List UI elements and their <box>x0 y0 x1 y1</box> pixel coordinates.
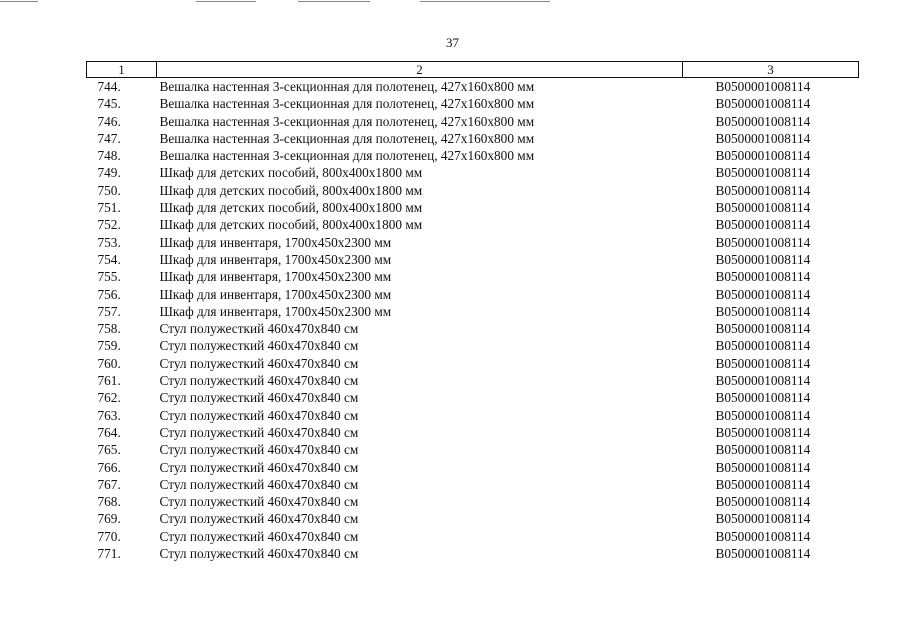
item-code: B0500001008114 <box>715 286 811 302</box>
table-row <box>87 234 859 251</box>
row-number: 744. <box>97 79 121 94</box>
page-number: 37 <box>446 35 459 50</box>
scan-edge-line <box>420 1 550 2</box>
item-name: Шкаф для детских пособий, 800х400х1800 мм <box>159 165 423 181</box>
table-row <box>87 268 859 285</box>
item-name: Вешалка настенная 3-секционная для полотенец, 427х160х800 мм <box>159 79 535 94</box>
row-number: 749. <box>97 165 121 181</box>
scan-edge-line <box>0 1 38 2</box>
item-code: B0500001008114 <box>715 355 811 371</box>
table-row <box>87 476 859 493</box>
item-name: Стул полужесткий 460х470х840 см <box>159 338 359 354</box>
item-code: B0500001008114 <box>715 459 811 475</box>
item-name: Вешалка настенная 3-секционная для полотенец, 427х160х800 мм <box>159 96 535 112</box>
column-header: 2 <box>157 62 683 78</box>
item-name: Шкаф для инвентаря, 1700х450х2300 мм <box>159 251 392 267</box>
table-row <box>87 130 859 147</box>
table-row <box>87 147 859 164</box>
row-number: 768. <box>97 494 121 510</box>
row-number: 769. <box>97 511 121 527</box>
item-code: B0500001008114 <box>715 165 811 181</box>
item-code: B0500001008114 <box>715 511 811 527</box>
item-code: B0500001008114 <box>715 113 811 129</box>
item-code: B0500001008114 <box>715 251 811 267</box>
item-code: B0500001008114 <box>715 476 811 492</box>
row-number: 763. <box>97 407 121 423</box>
table-row <box>87 78 859 96</box>
item-code: B0500001008114 <box>715 130 811 146</box>
row-number: 759. <box>97 338 121 354</box>
item-name: Стул полужесткий 460х470х840 см <box>159 373 359 389</box>
table-row <box>87 182 859 199</box>
row-number: 770. <box>97 528 121 544</box>
item-name: Стул полужесткий 460х470х840 см <box>159 424 359 440</box>
item-name: Шкаф для инвентаря, 1700х450х2300 мм <box>159 269 392 285</box>
table-row <box>87 407 859 424</box>
item-code: B0500001008114 <box>715 79 811 94</box>
table-row <box>87 355 859 372</box>
item-name: Шкаф для детских пособий, 800х400х1800 мм <box>159 217 423 233</box>
item-code: B0500001008114 <box>715 390 811 406</box>
column-header: 3 <box>683 62 859 78</box>
row-number: 745. <box>97 96 121 112</box>
item-code: B0500001008114 <box>715 269 811 285</box>
table-row <box>87 424 859 441</box>
row-number: 764. <box>97 424 121 440</box>
item-name: Стул полужесткий 460х470х840 см <box>159 390 359 406</box>
column-header: 1 <box>87 62 157 78</box>
item-code: B0500001008114 <box>715 494 811 510</box>
item-name: Вешалка настенная 3-секционная для полотенец, 427х160х800 мм <box>159 113 535 129</box>
row-number: 758. <box>97 321 121 337</box>
item-code: B0500001008114 <box>715 234 811 250</box>
item-code: B0500001008114 <box>715 200 811 216</box>
table-row <box>87 510 859 527</box>
item-code: B0500001008114 <box>715 96 811 112</box>
item-name: Стул полужесткий 460х470х840 см <box>159 407 359 423</box>
row-number: 760. <box>97 355 121 371</box>
item-name: Стул полужесткий 460х470х840 см <box>159 528 359 544</box>
item-code: B0500001008114 <box>715 321 811 337</box>
scan-edge-line <box>298 1 370 2</box>
table-row <box>87 389 859 406</box>
item-code: B0500001008114 <box>715 407 811 423</box>
item-name: Шкаф для инвентаря, 1700х450х2300 мм <box>159 303 392 319</box>
row-number: 771. <box>97 546 121 562</box>
row-number: 748. <box>97 148 121 164</box>
item-name: Шкаф для инвентаря, 1700х450х2300 мм <box>159 234 392 250</box>
item-code: B0500001008114 <box>715 424 811 440</box>
item-name: Стул полужесткий 460х470х840 см <box>159 494 359 510</box>
table-row <box>87 199 859 216</box>
row-number: 765. <box>97 442 121 458</box>
item-code: B0500001008114 <box>715 182 811 198</box>
row-number: 766. <box>97 459 121 475</box>
table-row <box>87 459 859 476</box>
item-name: Стул полужесткий 460х470х840 см <box>159 355 359 371</box>
table-row <box>87 337 859 354</box>
table-body <box>87 78 859 563</box>
table-header-row <box>87 62 859 78</box>
item-code: B0500001008114 <box>715 338 811 354</box>
row-number: 751. <box>97 200 121 216</box>
item-code: B0500001008114 <box>715 303 811 319</box>
item-name: Шкаф для детских пособий, 800х400х1800 мм <box>159 200 423 216</box>
table-row <box>87 441 859 458</box>
item-name: Шкаф для детских пособий, 800х400х1800 мм <box>159 182 423 198</box>
row-number: 753. <box>97 234 121 250</box>
row-number: 755. <box>97 269 121 285</box>
table-row <box>87 216 859 233</box>
item-name: Стул полужесткий 460х470х840 см <box>159 511 359 527</box>
table-row <box>87 528 859 545</box>
row-number: 757. <box>97 303 121 319</box>
item-name: Стул полужесткий 460х470х840 см <box>159 459 359 475</box>
row-number: 750. <box>97 182 121 198</box>
row-number: 752. <box>97 217 121 233</box>
item-name: Стул полужесткий 460х470х840 см <box>159 321 359 337</box>
item-name: Шкаф для инвентаря, 1700х450х2300 мм <box>159 286 392 302</box>
table-row <box>87 251 859 268</box>
table-row <box>87 95 859 112</box>
table-row <box>87 372 859 389</box>
item-code: B0500001008114 <box>715 148 811 164</box>
table-row <box>87 493 859 510</box>
table-row <box>87 164 859 181</box>
row-number: 761. <box>97 373 121 389</box>
item-name: Вешалка настенная 3-секционная для полотенец, 427х160х800 мм <box>159 148 535 164</box>
item-code: B0500001008114 <box>715 528 811 544</box>
item-code: B0500001008114 <box>715 442 811 458</box>
document-table <box>86 61 859 562</box>
row-number: 747. <box>97 130 121 146</box>
table-row <box>87 545 859 562</box>
row-number: 754. <box>97 251 121 267</box>
item-code: B0500001008114 <box>715 546 811 562</box>
row-number: 767. <box>97 476 121 492</box>
row-number: 756. <box>97 286 121 302</box>
item-code: B0500001008114 <box>715 373 811 389</box>
item-name: Стул полужесткий 460х470х840 см <box>159 442 359 458</box>
item-name: Стул полужесткий 460х470х840 см <box>159 546 359 562</box>
row-number: 762. <box>97 390 121 406</box>
table-row <box>87 320 859 337</box>
table-row <box>87 303 859 320</box>
row-number: 746. <box>97 113 121 129</box>
table-row <box>87 113 859 130</box>
item-name: Стул полужесткий 460х470х840 см <box>159 476 359 492</box>
scan-edge-line <box>196 1 256 2</box>
item-name: Вешалка настенная 3-секционная для полотенец, 427х160х800 мм <box>159 130 535 146</box>
table-row <box>87 286 859 303</box>
item-code: B0500001008114 <box>715 217 811 233</box>
